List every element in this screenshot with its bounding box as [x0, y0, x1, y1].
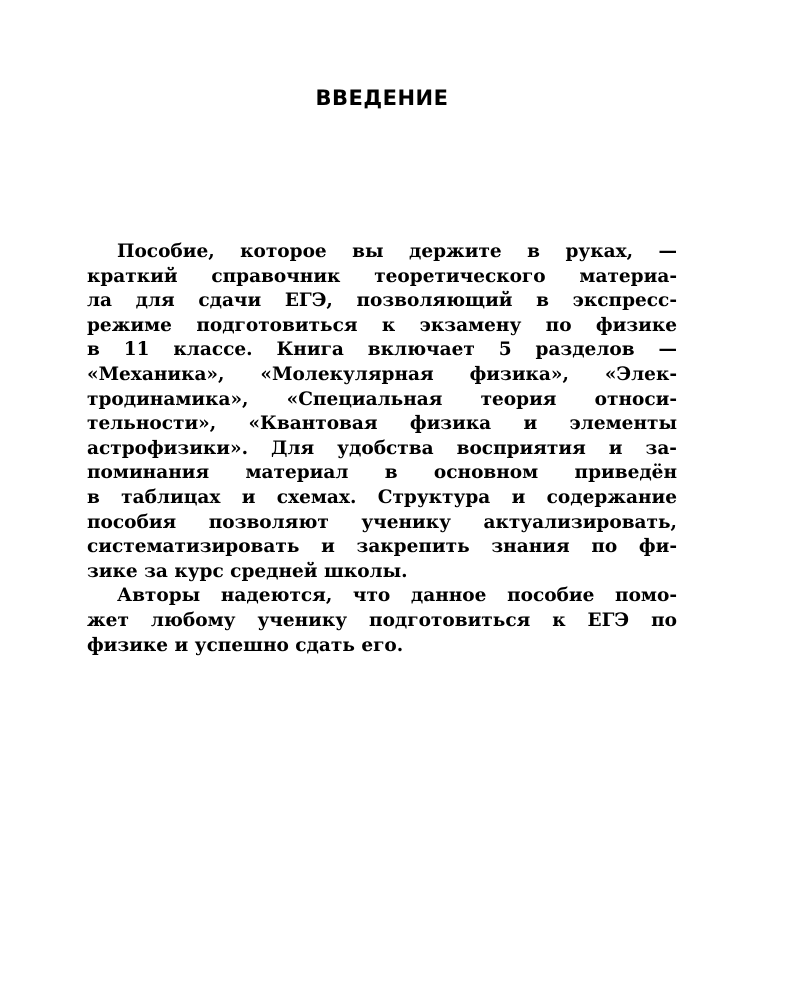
text-line: Авторы надеются, что данное пособие помо- [117, 585, 677, 607]
text-line: зике за курс средней школы. [87, 560, 408, 582]
text-line: поминания материал в основном приведён [87, 462, 677, 484]
text-line: «Механика», «Молекулярная физика», «Элек- [87, 363, 677, 385]
text-line: тродинамика», «Специальная теория относи- [87, 388, 677, 410]
text-line: Пособие, которое вы держите в руках, — [117, 241, 677, 262]
text-line: краткий справочник теоретического материа- [87, 265, 677, 287]
text-line: физике и успешно сдать его. [87, 634, 404, 656]
text-line: в таблицах и схемах. Структура и содержание [87, 486, 677, 508]
text-line: режиме подготовиться к экзамену по физике [87, 314, 677, 336]
text-line: жет любому ученику подготовиться к ЕГЭ по [87, 609, 677, 631]
body-text [87, 240, 677, 658]
paragraph-authors [87, 584, 677, 658]
text-line: систематизировать и закрепить знания по фи- [87, 536, 677, 558]
text-line: тельности», «Квантовая физика и элементы [87, 413, 677, 435]
text-line: в 11 классе. Книга включает 5 разделов — [87, 339, 677, 361]
text-line: пособия позволяют ученику актуализировать, [87, 511, 677, 533]
text-line: ла для сдачи ЕГЭ, позволяющий в экспресс- [87, 290, 677, 312]
page-title: ВВЕДЕНИЕ [315, 86, 449, 110]
paragraph-intro [87, 240, 677, 584]
text-line: астрофизики». Для удобства восприятия и за- [87, 437, 677, 459]
